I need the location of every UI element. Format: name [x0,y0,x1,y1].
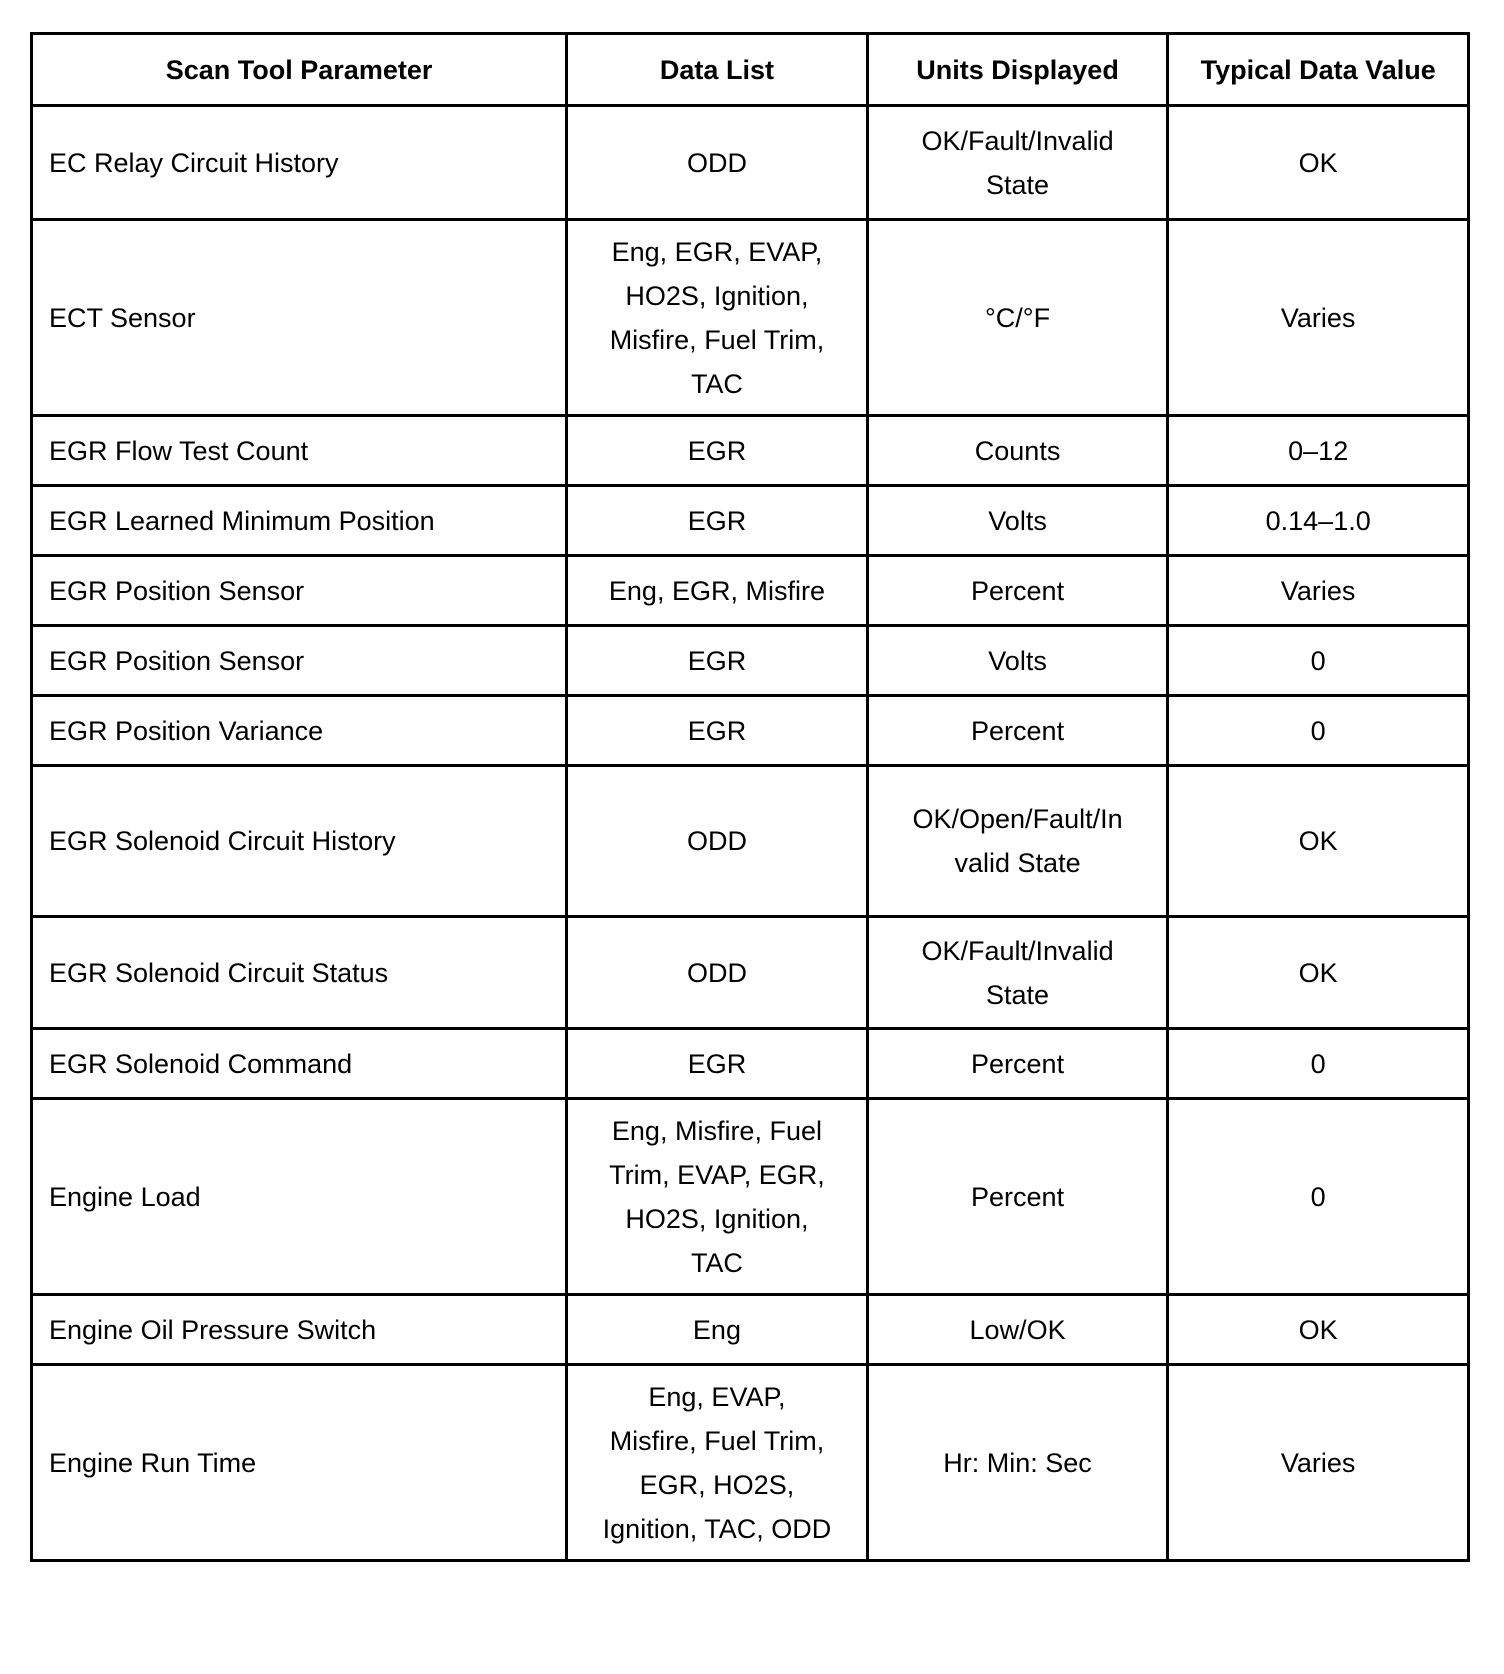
cell-typical-value-text: 0 [1310,1048,1326,1079]
cell-parameter-text: EGR Position Variance [49,715,324,746]
table-row [32,106,1469,220]
cell-typical-value [1168,106,1469,220]
cell-typical-value [1168,1099,1469,1295]
cell-units-text: Low/OK [969,1314,1066,1345]
table-row [32,1099,1469,1295]
table-row [32,416,1469,486]
cell-typical-value-text: Varies [1280,575,1356,606]
cell-parameter-text: EGR Position Sensor [49,575,305,606]
table-row [32,766,1469,917]
cell-typical-value-text: OK [1298,826,1338,856]
cell-data-list [567,1365,868,1561]
cell-data-list [567,1029,868,1099]
cell-typical-value [1168,1295,1469,1365]
cell-typical-value [1168,696,1469,766]
cell-typical-value-text: OK [1298,1314,1338,1345]
cell-units [867,626,1168,696]
cell-units-text: OK/Open/Fault/In valid State [912,804,1123,878]
cell-units-text: Volts [988,645,1047,676]
cell-data-list [567,220,868,416]
table-row [32,1295,1469,1365]
cell-units [867,1295,1168,1365]
cell-parameter-text: EGR Position Sensor [49,645,305,676]
cell-typical-value [1168,1029,1469,1099]
cell-data-list [567,1295,868,1365]
cell-typical-value [1168,220,1469,416]
cell-units-text: Volts [988,505,1047,536]
cell-data-list-text: Eng, EGR, EVAP, HO2S, Ignition, Misfire, Fuel Trim, TAC [609,236,825,399]
cell-parameter [32,556,567,626]
cell-units [867,766,1168,917]
cell-typical-value-text: Varies [1280,302,1356,333]
cell-units [867,696,1168,766]
cell-units [867,1099,1168,1295]
cell-data-list-text: EGR [687,715,747,746]
cell-parameter [32,486,567,556]
column-header-data-list: Data List [567,34,868,106]
cell-parameter-text: EGR Solenoid Circuit History [49,826,396,856]
cell-parameter-text: EGR Solenoid Circuit Status [49,957,389,988]
cell-data-list [567,486,868,556]
cell-parameter [32,1365,567,1561]
cell-units [867,220,1168,416]
cell-parameter-text: Engine Load [49,1181,201,1212]
cell-data-list [567,766,868,917]
cell-parameter-text: EGR Flow Test Count [49,435,309,466]
column-header-typical-value: Typical Data Value [1168,34,1469,106]
cell-units-text: OK/Fault/Invalid State [921,125,1114,200]
cell-units [867,556,1168,626]
table-row [32,696,1469,766]
cell-units-text: Percent [971,575,1065,606]
cell-data-list-text: EGR [687,435,747,466]
cell-parameter [32,106,567,220]
cell-parameter [32,1099,567,1295]
table-row [32,220,1469,416]
cell-units-text: Counts [974,435,1061,466]
cell-typical-value-text: Varies [1280,1447,1356,1478]
table-row [32,917,1469,1029]
cell-units [867,486,1168,556]
cell-parameter [32,1029,567,1099]
table-row [32,486,1469,556]
table-row [32,1029,1469,1099]
cell-typical-value [1168,626,1469,696]
cell-data-list-text: Eng, EVAP, Misfire, Fuel Trim, EGR, HO2S, Ignition, TAC, ODD [602,1381,832,1544]
cell-units [867,917,1168,1029]
cell-parameter [32,917,567,1029]
column-header-units: Units Displayed [867,34,1168,106]
cell-data-list [567,626,868,696]
cell-parameter-text: Engine Run Time [49,1447,257,1478]
cell-data-list [567,556,868,626]
table-row [32,626,1469,696]
cell-typical-value [1168,556,1469,626]
table-row [32,1365,1469,1561]
cell-data-list-text: ODD [686,826,747,856]
cell-units-text: Percent [971,715,1065,746]
cell-parameter-text: ECT Sensor [49,302,196,333]
cell-data-list-text: Eng, Misfire, Fuel Trim, EVAP, EGR, HO2S, Ignition, TAC [609,1115,825,1278]
table-row [32,556,1469,626]
cell-data-list-text: Eng [692,1314,741,1345]
cell-data-list [567,696,868,766]
cell-data-list-text: EGR [687,645,747,676]
cell-typical-value [1168,486,1469,556]
cell-parameter [32,220,567,416]
cell-units-text: Percent [971,1181,1065,1212]
cell-typical-value [1168,917,1469,1029]
cell-typical-value-text: 0 [1310,715,1326,746]
cell-units-text: Hr: Min: Sec [943,1447,1092,1478]
cell-units [867,1365,1168,1561]
cell-units-text: °C/°F [985,302,1051,333]
cell-typical-value-text: OK [1298,147,1338,178]
cell-data-list-text: EGR [687,505,747,536]
cell-parameter [32,696,567,766]
cell-typical-value-text: 0 [1310,1181,1326,1212]
cell-parameter [32,766,567,917]
cell-data-list [567,1099,868,1295]
table-header-row [32,34,1469,106]
cell-units [867,106,1168,220]
cell-typical-value-text: 0–12 [1288,435,1349,466]
cell-data-list [567,106,868,220]
cell-typical-value [1168,1365,1469,1561]
cell-typical-value [1168,416,1469,486]
cell-typical-value-text: 0.14–1.0 [1265,505,1371,536]
cell-units-text: OK/Fault/Invalid State [921,935,1114,1010]
cell-parameter-text: EGR Solenoid Command [49,1048,353,1079]
cell-parameter [32,1295,567,1365]
cell-typical-value-text: OK [1298,957,1338,988]
cell-typical-value-text: 0 [1310,645,1326,676]
column-header-parameter: Scan Tool Parameter [32,34,567,106]
cell-units [867,1029,1168,1099]
table-body [32,106,1469,1561]
cell-data-list-text: ODD [686,147,747,178]
cell-units-text: Percent [971,1048,1065,1079]
cell-parameter [32,416,567,486]
cell-data-list-text: EGR [687,1048,747,1079]
cell-typical-value [1168,766,1469,917]
cell-parameter-text: Engine Oil Pressure Switch [49,1314,377,1345]
cell-parameter-text: EGR Learned Minimum Position [49,505,435,536]
cell-data-list-text: Eng, EGR, Misfire [608,575,825,606]
cell-units [867,416,1168,486]
cell-data-list [567,416,868,486]
scan-tool-data-table [30,32,1470,1562]
cell-parameter-text: EC Relay Circuit History [49,147,339,178]
cell-data-list-text: ODD [686,957,747,988]
cell-data-list [567,917,868,1029]
cell-parameter [32,626,567,696]
